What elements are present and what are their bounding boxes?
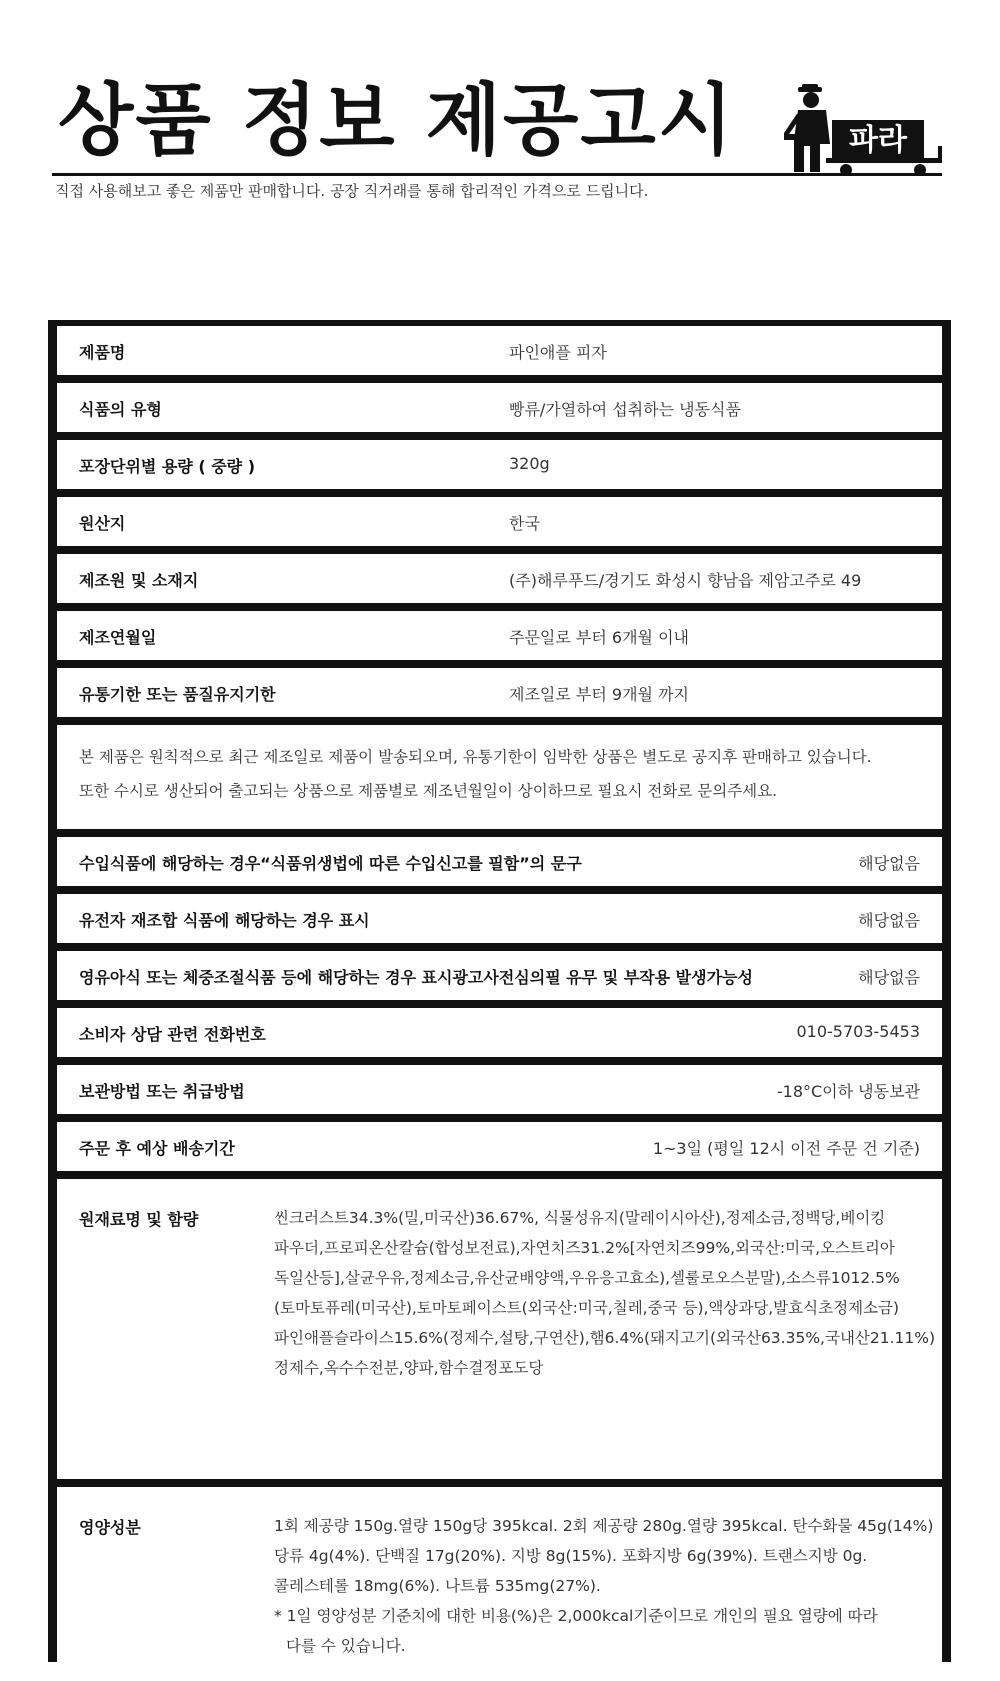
row-label: 영유아식 또는 체중조절식품 등에 해당하는 경우 표시광고사전심의필 유무 및 부작용 발생가능성 [79, 968, 753, 987]
info-row-storage [57, 1065, 942, 1114]
nutrition-line: 당류 4g(4%). 단백질 17g(20%). 지방 8g(15%). 포화지방 6g(39%). 트랜스지방 0g. [274, 1547, 868, 1565]
row-value: 1~3일 (평일 12시 이전 주문 건 기준) [652, 1139, 920, 1158]
logo-text: 파라 [849, 123, 907, 158]
row-value: 해당없음 [858, 854, 920, 873]
row-value: 파인애플 피자 [509, 343, 607, 362]
nutrition-line: 콜레스테롤 18mg(6%). 나트륨 535mg(27%). [274, 1577, 601, 1595]
row-label: 포장단위별 용량 ( 중량 ) [79, 457, 256, 476]
ingredients-line: 정제수,옥수수전분,양파,함수결정포도당 [274, 1359, 544, 1377]
ingredients-line: 씬크러스트34.3%(밀,미국산)36.67%, 식물성유지(말레이시아산),정제소금,정백당,베이킹 [274, 1209, 886, 1227]
row-value: 010-5703-5453 [796, 1022, 920, 1041]
row-label: 원재료명 및 함량 [79, 1210, 199, 1229]
info-row-ingredients [57, 1179, 942, 1479]
row-label: 제조원 및 소재지 [79, 571, 199, 590]
info-row-food-type [57, 383, 942, 432]
ingredients-line: (토마토퓨레(미국산),토마토페이스트(외국산:미국,칠레,중국 등),액상과당,발효식초정제소금) [274, 1299, 900, 1317]
nutrition-footnote: 다를 수 있습니다. [286, 1637, 406, 1655]
info-row-manufacture-date [57, 611, 942, 660]
ingredients-text [274, 1203, 936, 1383]
row-label: 영양성분 [79, 1518, 141, 1537]
row-value: -18°C이하 냉동보관 [776, 1082, 920, 1101]
notice-line: 본 제품은 원칙적으로 최근 제조일로 제품이 발송되오며, 유통기한이 임박한 상품은 별도로 공지후 판매하고 있습니다. [79, 748, 872, 766]
info-row-product-name [57, 326, 942, 375]
nutrition-footnote: * 1일 영양성분 기준치에 대한 비용(%)은 2,000kcal기준이므로 개인의 필요 열량에 따라 [274, 1607, 878, 1625]
ingredients-line: 파인애플슬라이스15.6%(정제수,설탕,구연산),햄6.4%(돼지고기(외국산63.35%,국내산21.11%) [274, 1329, 936, 1347]
row-label: 제조연월일 [79, 628, 157, 647]
row-label: 수입식품에 해당하는 경우“식품위생법에 따른 수입신고를 필함”의 문구 [79, 854, 582, 873]
logo-digit: 4 [782, 106, 813, 157]
info-row-weight [57, 440, 942, 489]
row-value: (주)해루푸드/경기도 화성시 향남읍 제암고주로 49 [509, 571, 862, 590]
page-subtitle: 직접 사용해보고 좋은 제품만 판매합니다. 공장 직거래를 통해 합리적인 가격으로 드립니다. [55, 182, 649, 200]
row-value: 320g [509, 454, 550, 473]
ingredients-line: 파우더,프로피온산칼슘(합성보전료),자연치즈31.2%[자연치즈99%,외국산:미국,오스트리아 [274, 1239, 895, 1257]
row-label: 유통기한 또는 품질유지기한 [79, 685, 276, 704]
info-row-infant-food [57, 951, 942, 1000]
row-value: 해당없음 [858, 968, 920, 987]
info-row-import-notice [57, 837, 942, 886]
notice-box [57, 725, 942, 829]
row-value: 해당없음 [858, 911, 920, 930]
product-info-table [48, 320, 951, 1662]
row-label: 원산지 [79, 514, 126, 533]
info-row-gmo [57, 894, 942, 943]
notice-line: 또한 수시로 생산되어 출고되는 상품으로 제품별로 제조년월일이 상이하므로 필요시 전화로 문의주세요. [79, 782, 778, 800]
row-label: 소비자 상담 관련 전화번호 [79, 1025, 266, 1044]
info-row-manufacturer [57, 554, 942, 603]
nutrition-line: 1회 제공량 150g.열량 150g당 395kcal. 2회 제공량 280g.열량 395kcal. 탄수화물 45g(14%) [274, 1517, 934, 1535]
info-row-nutrition [57, 1487, 942, 1665]
row-value: 제조일로 부터 9개월 까지 [509, 685, 689, 704]
row-label: 보관방법 또는 취급방법 [79, 1082, 245, 1101]
row-value: 주문일로 부터 6개월 이내 [509, 628, 689, 647]
info-row-origin [57, 497, 942, 546]
nutrition-text [274, 1511, 932, 1661]
page-title: 상품 정보 제공고시 [58, 76, 736, 166]
info-row-phone [57, 1008, 942, 1057]
row-value: 한국 [509, 514, 540, 533]
row-label: 식품의 유형 [79, 400, 162, 419]
info-row-expiry [57, 668, 942, 717]
row-value: 빵류/가열하여 섭취하는 냉동식품 [509, 400, 741, 419]
row-label: 주문 후 예상 배송기간 [79, 1139, 235, 1158]
row-label: 유전자 재조합 식품에 해당하는 경우 표시 [79, 911, 370, 930]
info-row-delivery [57, 1122, 942, 1171]
ingredients-line: 독일산등],살균우유,정제소금,유산균배양액,우유응고효소),셀룰로오스분말),소스류1012.5% [274, 1269, 900, 1287]
row-label: 제품명 [79, 343, 126, 362]
brand-logo [780, 84, 950, 179]
